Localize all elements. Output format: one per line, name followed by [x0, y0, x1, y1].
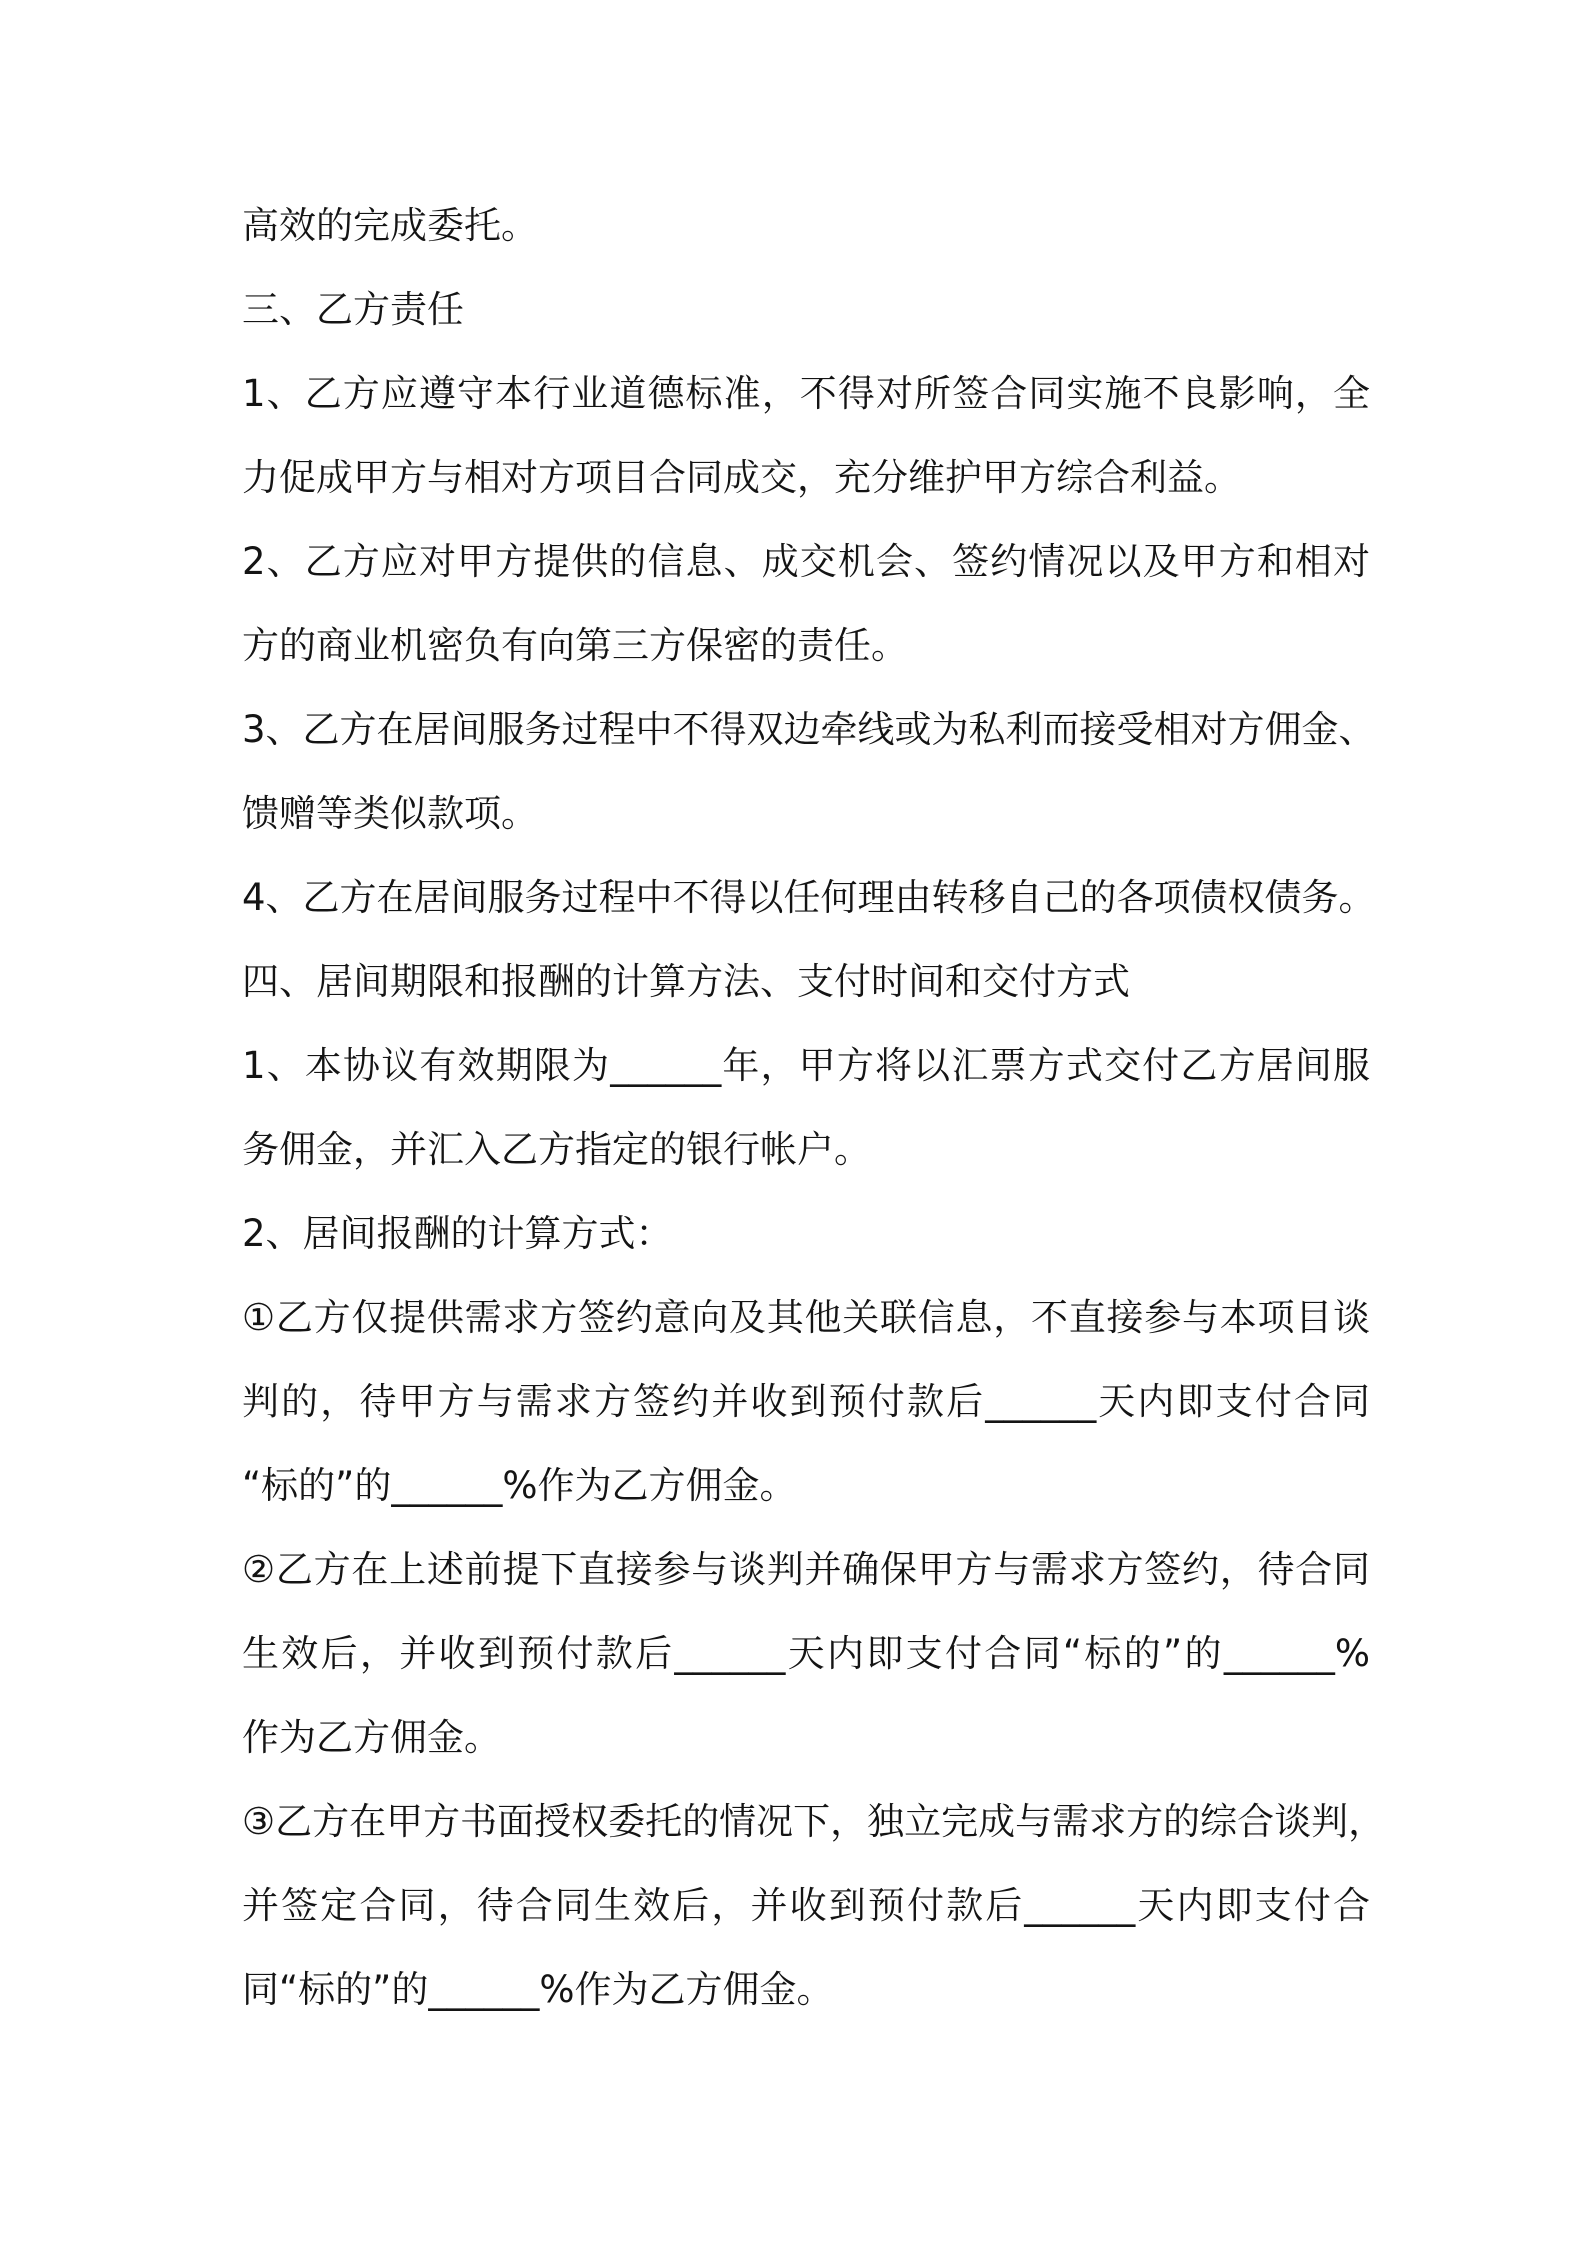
paragraph-line: ②乙方在上述前提下直接参与谈判并确保甲方与需求方签约，待合同 — [242, 1548, 1370, 1591]
subclause-4-2-option-3 — [242, 1780, 1386, 2032]
section-heading-4 — [242, 940, 1370, 1024]
paragraph-line: 务佣金，并汇入乙方指定的银行帐户。 — [242, 1128, 871, 1171]
subclause-4-2-option-2 — [242, 1528, 1370, 1780]
clause-4-1 — [242, 1024, 1370, 1192]
paragraph-line: ①乙方仅提供需求方签约意向及其他关联信息，不直接参与本项目谈 — [242, 1296, 1370, 1339]
paragraph-line: 1、本协议有效期限为______年，甲方将以汇票方式交付乙方居间服 — [242, 1044, 1370, 1087]
paragraph-line: 方的商业机密负有向第三方保密的责任。 — [242, 624, 908, 667]
paragraph-line: 1、乙方应遵守本行业道德标准，不得对所签合同实施不良影响，全 — [242, 372, 1370, 415]
paragraph-line: 高效的完成委托。 — [242, 204, 538, 247]
clause-3-4 — [242, 856, 1376, 940]
paragraph-line: 2、居间报酬的计算方式： — [242, 1212, 673, 1255]
paragraph-line: 馈赠等类似款项。 — [242, 792, 538, 835]
subclause-4-2-option-1 — [242, 1276, 1370, 1528]
paragraph-line: 判的，待甲方与需求方签约并收到预付款后______天内即支付合同 — [242, 1380, 1370, 1423]
paragraph-line: 作为乙方佣金。 — [242, 1716, 501, 1759]
clause-3-2 — [242, 520, 1370, 688]
paragraph-line: 2、乙方应对甲方提供的信息、成交机会、签约情况以及甲方和相对 — [242, 540, 1370, 583]
paragraph-line: 同“标的”的______%作为乙方佣金。 — [242, 1968, 834, 2011]
clause-3-3 — [242, 688, 1376, 856]
paragraph-line: 力促成甲方与相对方项目合同成交，充分维护甲方综合利益。 — [242, 456, 1241, 499]
document-body — [242, 184, 1386, 2032]
clause-3-1 — [242, 352, 1370, 520]
paragraph-line: ③乙方在甲方书面授权委托的情况下，独立完成与需求方的综合谈判， — [242, 1800, 1386, 1843]
paragraph-line: 4、乙方在居间服务过程中不得以任何理由转移自己的各项债权债务。 — [242, 876, 1376, 919]
paragraph-line: 3、乙方在居间服务过程中不得双边牵线或为私利而接受相对方佣金、 — [242, 708, 1376, 751]
paragraph-line: “标的”的______%作为乙方佣金。 — [242, 1464, 797, 1507]
paragraph-line: 生效后，并收到预付款后______天内即支付合同“标的”的______% — [242, 1632, 1370, 1675]
heading-text: 三、乙方责任 — [242, 288, 464, 331]
heading-text: 四、居间期限和报酬的计算方法、支付时间和交付方式 — [242, 960, 1130, 1003]
paragraph-continuation — [242, 184, 1370, 268]
section-heading-3 — [242, 268, 1370, 352]
paragraph-line: 并签定合同，待合同生效后，并收到预付款后______天内即支付合 — [242, 1884, 1370, 1927]
clause-4-2 — [242, 1192, 1370, 1276]
